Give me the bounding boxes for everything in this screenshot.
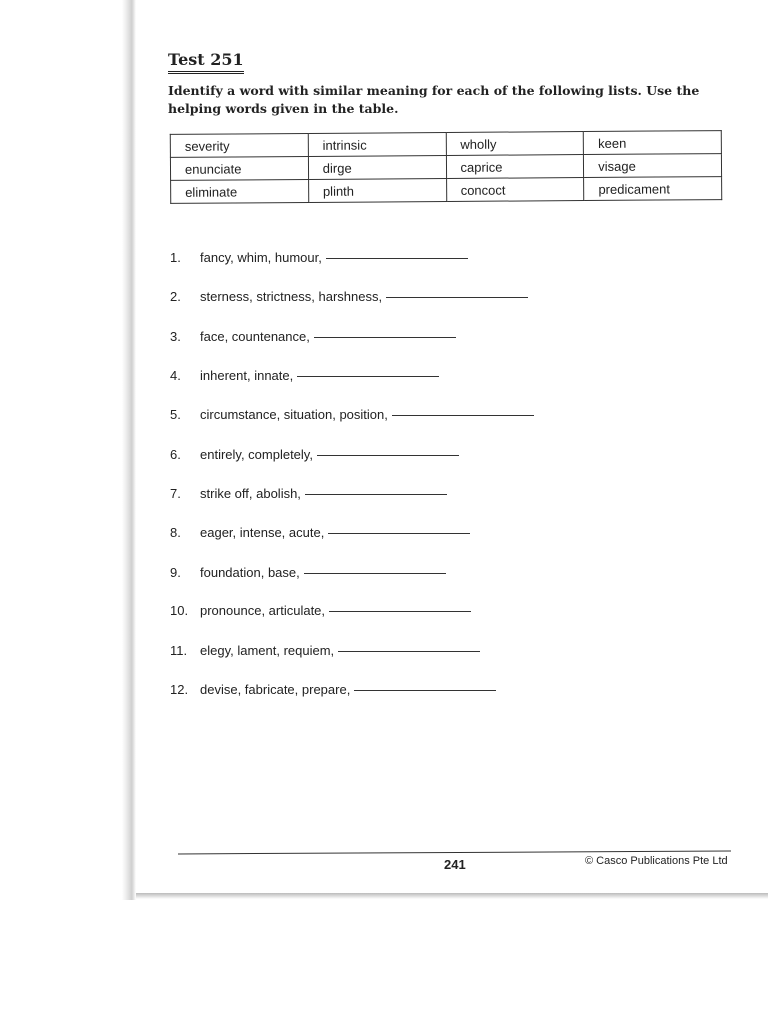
question-text: inherent, innate,	[200, 368, 294, 383]
question-number: 5.	[170, 407, 181, 422]
answer-blank[interactable]	[354, 689, 496, 691]
table-cell: enunciate	[170, 156, 308, 180]
answer-blank[interactable]	[392, 414, 534, 416]
footer-divider	[178, 851, 731, 855]
question-text: strike off, abolish,	[200, 486, 301, 501]
question-number: 11.	[170, 643, 188, 658]
question-text: circumstance, situation, position,	[200, 407, 388, 422]
question-text: entirely, completely,	[200, 447, 313, 462]
question-item	[170, 486, 447, 501]
question-item	[170, 643, 480, 658]
helping-words-table	[170, 130, 722, 204]
answer-blank[interactable]	[305, 493, 447, 495]
answer-blank[interactable]	[297, 375, 439, 377]
question-number: 1.	[170, 250, 181, 265]
question-text: eager, intense, acute,	[200, 525, 325, 540]
question-text: fancy, whim, humour,	[200, 250, 322, 265]
table-cell: intrinsic	[308, 133, 446, 157]
question-number: 6.	[170, 447, 181, 462]
table-cell: predicament	[584, 177, 722, 201]
question-item	[170, 329, 456, 344]
question-number: 7.	[170, 486, 181, 501]
question-number: 2.	[170, 289, 181, 304]
question-number: 9.	[170, 565, 181, 580]
page-bottom-edge	[136, 893, 768, 899]
table-cell: caprice	[446, 155, 584, 179]
table-cell: visage	[584, 154, 722, 178]
answer-blank[interactable]	[326, 257, 468, 259]
answer-blank[interactable]	[304, 572, 446, 574]
table-cell: keen	[584, 131, 722, 155]
question-number: 4.	[170, 368, 181, 383]
question-item	[170, 407, 534, 422]
table-cell: eliminate	[171, 179, 309, 203]
answer-blank[interactable]	[386, 296, 528, 298]
answer-blank[interactable]	[314, 336, 456, 338]
copyright-notice: © Casco Publications Pte Ltd	[585, 855, 728, 867]
question-text: pronounce, articulate,	[200, 603, 326, 618]
answer-blank[interactable]	[329, 610, 471, 612]
question-text: devise, fabricate, prepare,	[200, 682, 351, 697]
answer-blank[interactable]	[338, 650, 480, 652]
instructions-text: Identify a word with similar meaning for each of the following lists. Use the helping words given in the table.	[168, 83, 700, 116]
table-row	[171, 177, 722, 204]
question-text: face, countenance,	[200, 329, 310, 344]
question-item	[170, 525, 470, 540]
table-cell: wholly	[446, 132, 584, 156]
page-gutter-shadow	[122, 0, 136, 900]
table-cell: severity	[170, 133, 308, 157]
question-item	[170, 682, 496, 697]
question-item	[170, 368, 439, 383]
question-item	[170, 603, 471, 618]
table-cell: plinth	[308, 178, 446, 202]
answer-blank[interactable]	[317, 454, 459, 456]
answer-blank[interactable]	[328, 532, 470, 534]
question-number: 10.	[170, 603, 189, 618]
question-item	[170, 565, 446, 580]
question-item	[170, 447, 459, 462]
page-number: 241	[444, 857, 466, 872]
test-title: Test 251	[168, 50, 244, 74]
table-cell: concoct	[446, 178, 584, 202]
question-item	[170, 250, 468, 265]
question-text: sterness, strictness, harshness,	[200, 289, 383, 304]
question-number: 12.	[170, 682, 189, 697]
table-cell: dirge	[308, 156, 446, 180]
question-text: foundation, base,	[200, 565, 300, 580]
question-text: elegy, lament, requiem,	[200, 643, 335, 658]
question-number: 8.	[170, 525, 181, 540]
question-number: 3.	[170, 329, 181, 344]
question-item	[170, 289, 528, 304]
